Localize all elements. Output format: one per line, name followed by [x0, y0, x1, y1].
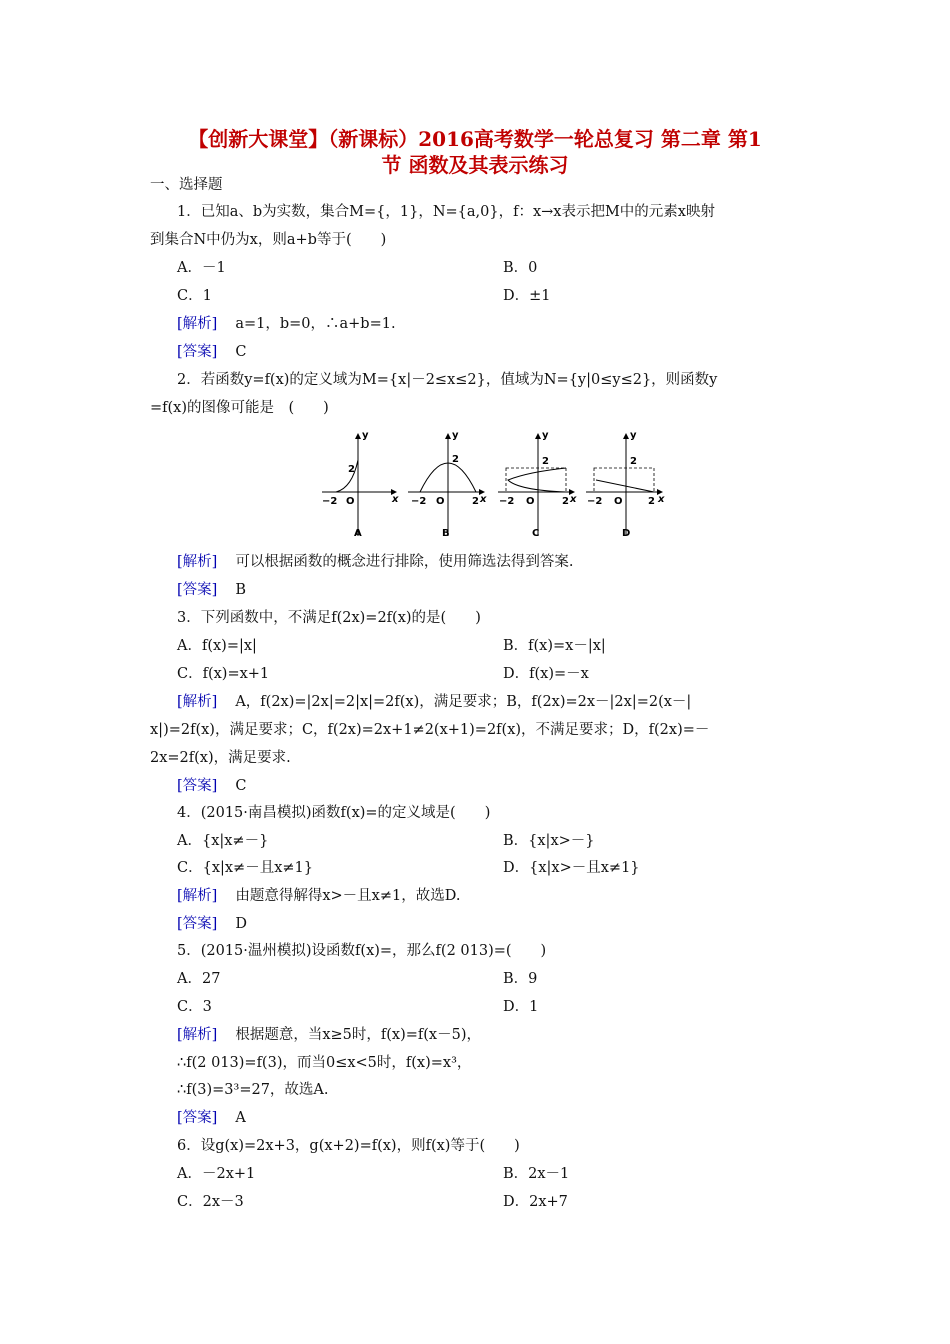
- graph-b-xtick-neg2: −2: [411, 496, 427, 507]
- q1-answer-text: C: [235, 344, 247, 360]
- q6-stem: 6．设g(x)=2x+3，g(x+2)=f(x)，则f(x)等于( ): [177, 1138, 520, 1154]
- q3-analysis: [177, 692, 691, 712]
- graph-b-ytick: 2: [452, 454, 459, 465]
- q3-analysis-line-1: A，f(2x)=|2x|=2|x|=2f(x)，满足要求；B，f(2x)=2x－|2x|=2(x－|: [235, 694, 692, 710]
- q1-analysis: [177, 314, 396, 334]
- answer-tag: [答案]: [177, 582, 218, 598]
- graph-b-label: B: [442, 528, 450, 539]
- q4-option-d: D．{x|x>－且x≠1}: [503, 860, 640, 876]
- graph-d-xtick-neg2: −2: [587, 496, 603, 507]
- q4-stem: 4．(2015·南昌模拟)函数f(x)=的定义域是( ): [177, 805, 491, 821]
- q5-option-a: A．27: [177, 971, 221, 987]
- graph-d-label: D: [622, 528, 631, 539]
- answer-tag: [答案]: [177, 778, 218, 794]
- q6-option-d: D．2x+7: [503, 1194, 568, 1210]
- q3-answer-text: C: [235, 778, 247, 794]
- graph-c-x-label: x: [570, 494, 577, 505]
- graph-d: [586, 430, 665, 539]
- graph-b-xtick-2: 2: [472, 496, 479, 507]
- analysis-tag: [解析]: [177, 694, 218, 710]
- graph-c-xtick-2: 2: [562, 496, 569, 507]
- q5-analysis-line-2: ∴f(2 013)=f(3)，而当0≤x<5时，f(x)=x³，: [177, 1055, 472, 1071]
- q2-answer-text: B: [235, 582, 246, 598]
- q5-stem: 5．(2015·温州模拟)设函数f(x)=，那么f(2 013)=( ): [177, 943, 547, 959]
- q5-answer: [177, 1108, 246, 1128]
- q5-option-b: B．9: [503, 971, 538, 987]
- q5-analysis: [177, 1025, 481, 1045]
- q5-option-d: D．1: [503, 999, 539, 1015]
- q4-analysis: [177, 886, 460, 906]
- q4-option-b: B．{x|x>－}: [503, 833, 595, 849]
- q3-answer: [177, 776, 246, 796]
- q6-option-c: C．2x－3: [177, 1194, 244, 1210]
- graph-b-x-label: x: [480, 494, 487, 505]
- graph-d-line: [596, 480, 654, 492]
- document-title: [150, 126, 800, 178]
- q2-graphs-svg: [318, 428, 670, 546]
- q4-answer: [177, 914, 247, 934]
- q1-stem-line-2: 到集合N中仍为x，则a+b等于( ): [150, 232, 387, 248]
- q2-analysis: [177, 552, 573, 572]
- answer-tag: [答案]: [177, 916, 218, 932]
- q3-option-d: D．f(x)=－x: [503, 666, 589, 682]
- q2-stem-line-2: =f(x)的图像可能是 ( ): [150, 400, 329, 416]
- graph-c-y-label: y: [542, 430, 549, 441]
- graph-d-xtick-2: 2: [648, 496, 655, 507]
- graph-c-origin: O: [526, 496, 535, 507]
- graph-d-x-label: x: [658, 494, 665, 505]
- q5-analysis-line-3: ∴f(3)=3³=27，故选A.: [177, 1082, 329, 1098]
- q2-stem-line-1: 2．若函数y=f(x)的定义域为M={x|－2≤x≤2}，值域为N={y|0≤y≤2}，则函数y: [177, 372, 718, 388]
- q1-option-c: C．1: [177, 288, 212, 304]
- graph-c-dashed-box: [506, 468, 566, 492]
- analysis-tag: [解析]: [177, 316, 218, 332]
- q5-answer-text: A: [235, 1110, 246, 1126]
- q5-analysis-line-1: 根据题意，当x≥5时，f(x)=f(x－5)，: [235, 1027, 481, 1043]
- analysis-tag: [解析]: [177, 554, 218, 570]
- graph-a-xtick-neg2: −2: [322, 496, 338, 507]
- q1-stem-line-1: 1．已知a、b为实数，集合M={，1}，N={a,0}，f：x→x表示把M中的元素x映射: [177, 204, 715, 220]
- q3-analysis-line-3: 2x=2f(x)，满足要求.: [150, 750, 291, 766]
- graph-c-ytick: 2: [542, 456, 549, 467]
- graph-a: [322, 430, 399, 539]
- q1-option-d: D．±1: [503, 288, 551, 304]
- q3-analysis-line-2: x|)=2f(x)，满足要求；C，f(2x)=2x+1≠2(x+1)=2f(x)，不满足要求；D，f(2x)=－: [150, 722, 710, 738]
- q6-option-a: A．－2x+1: [177, 1166, 256, 1182]
- q4-option-c: C．{x|x≠－且x≠1}: [177, 860, 313, 876]
- answer-tag: [答案]: [177, 344, 218, 360]
- graph-c-curve: [508, 468, 566, 492]
- title-line-2: 节 函数及其表示练习: [381, 153, 569, 177]
- q2-analysis-text: 可以根据函数的概念进行排除，使用筛选法得到答案.: [235, 554, 574, 570]
- q2-answer: [177, 580, 246, 600]
- section-heading: 一、选择题: [150, 177, 223, 193]
- q2-figure: [318, 428, 670, 546]
- graph-d-ytick: 2: [630, 456, 637, 467]
- q1-option-b: B．0: [503, 260, 538, 276]
- graph-d-origin: O: [614, 496, 623, 507]
- q4-answer-text: D: [235, 916, 247, 932]
- graph-c-xtick-neg2: −2: [499, 496, 515, 507]
- q5-option-c: C．3: [177, 999, 212, 1015]
- answer-tag: [答案]: [177, 1110, 218, 1126]
- q1-analysis-text: a=1，b=0，∴a+b=1.: [235, 316, 396, 332]
- title-line-1: 【创新大课堂】（新课标）2016高考数学一轮总复习 第二章 第1: [188, 127, 762, 151]
- graph-d-y-label: y: [630, 430, 637, 441]
- analysis-tag: [解析]: [177, 1027, 218, 1043]
- graph-b-y-label: y: [452, 430, 459, 441]
- graph-a-label: A: [354, 528, 362, 539]
- graph-c-label: C: [532, 528, 540, 539]
- graph-a-x-label: x: [392, 494, 399, 505]
- q6-option-b: B．2x－1: [503, 1166, 570, 1182]
- q1-answer: [177, 342, 246, 362]
- graph-c: [498, 430, 577, 539]
- analysis-tag: [解析]: [177, 888, 218, 904]
- q3-stem: 3．下列函数中，不满足f(2x)=2f(x)的是( ): [177, 610, 481, 626]
- graph-a-y-label: y: [362, 430, 369, 441]
- q3-option-a: A．f(x)=|x|: [177, 638, 257, 654]
- q3-option-c: C．f(x)=x+1: [177, 666, 270, 682]
- q4-analysis-text: 由题意得解得x>－且x≠1，故选D.: [235, 888, 461, 904]
- graph-a-origin: O: [346, 496, 355, 507]
- q3-option-b: B．f(x)=x－|x|: [503, 638, 606, 654]
- q1-option-a: A．－1: [177, 260, 226, 276]
- graph-d-dashed-box: [594, 468, 654, 492]
- graph-b-origin: O: [436, 496, 445, 507]
- graph-a-ytick: 2: [348, 464, 355, 475]
- graph-b: [408, 430, 487, 539]
- q4-option-a: A．{x|x≠－}: [177, 833, 269, 849]
